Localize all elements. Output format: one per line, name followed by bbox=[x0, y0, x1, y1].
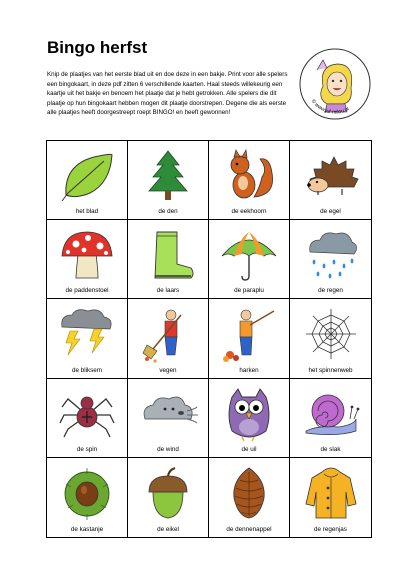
page-title: Bingo herfst bbox=[47, 38, 148, 57]
card-label: de regenjas bbox=[314, 525, 347, 533]
sweeping-icon bbox=[135, 305, 201, 363]
boot-icon bbox=[135, 226, 201, 284]
card-label: de slak bbox=[320, 445, 341, 453]
card-label: de spin bbox=[76, 445, 98, 453]
card-boot bbox=[128, 220, 209, 299]
owl-icon bbox=[216, 385, 282, 443]
card-label: de paraplu bbox=[234, 287, 264, 295]
card-rain bbox=[290, 220, 371, 299]
card-acorn bbox=[128, 458, 209, 537]
card-wind bbox=[128, 379, 209, 458]
card-label: de egel bbox=[320, 208, 341, 216]
mushroom-icon bbox=[54, 226, 120, 284]
card-label: de laars bbox=[156, 287, 180, 295]
card-squirrel bbox=[209, 141, 290, 220]
lightning-icon bbox=[54, 305, 120, 363]
card-label: de eekhoorn bbox=[231, 208, 267, 216]
card-leaf bbox=[47, 141, 128, 220]
spider-icon bbox=[54, 385, 120, 443]
juf-milou-logo bbox=[297, 46, 373, 122]
card-label: de regen bbox=[318, 287, 343, 295]
squirrel-icon bbox=[216, 147, 282, 205]
pinecone-icon bbox=[216, 464, 282, 522]
card-chestnut bbox=[47, 458, 128, 537]
card-lightning bbox=[47, 299, 128, 378]
rain-cloud-icon bbox=[298, 226, 364, 284]
card-owl bbox=[209, 379, 290, 458]
card-snail bbox=[290, 379, 371, 458]
logo-icon bbox=[297, 46, 373, 122]
card-pinecone bbox=[209, 458, 290, 537]
card-umbrella bbox=[209, 220, 290, 299]
card-sweeping bbox=[128, 299, 209, 378]
logo-text: © www.juf-milou.nl bbox=[309, 98, 351, 116]
raking-icon bbox=[216, 305, 282, 363]
card-raking bbox=[209, 299, 290, 378]
card-label: het blad bbox=[75, 208, 99, 216]
bingo-grid bbox=[46, 140, 372, 538]
card-label: vegen bbox=[159, 366, 177, 374]
card-label: de eikel bbox=[157, 525, 179, 533]
instructions-text: Knip de plaatjes van het eerste blad uit en doe deze in een bakje. Print voor alle spelers een bingokaart, in deze pdf zitten 6 verschillende kaarten. Haal steeds willekeurig een kaartje uit het bakje en benoem het plaatje dat je hebt getrokken. Alle spelers die dit plaatje op hun bingokaart hebben mogen dit plaatje doorstrepen. Degene die als eerste alle plaatjes heeft doorgestreept roept BINGO! en heeft gewonnen! bbox=[47, 71, 288, 117]
card-pine-tree bbox=[128, 141, 209, 220]
card-hedgehog bbox=[290, 141, 371, 220]
card-label: de paddenstoel bbox=[65, 287, 109, 295]
snail-icon bbox=[298, 385, 364, 443]
leaf-icon bbox=[54, 147, 120, 205]
card-label: de wind bbox=[157, 445, 179, 453]
wind-icon bbox=[135, 385, 201, 443]
card-label: de dennenappel bbox=[226, 525, 272, 533]
pine-tree-icon bbox=[135, 147, 201, 205]
spiderweb-icon bbox=[298, 305, 364, 363]
card-mushroom bbox=[47, 220, 128, 299]
umbrella-icon bbox=[216, 226, 282, 284]
card-raincoat bbox=[290, 458, 371, 537]
card-label: de kastanje bbox=[70, 525, 104, 533]
card-label: de uil bbox=[241, 445, 257, 453]
acorn-icon bbox=[135, 464, 201, 522]
card-label: de den bbox=[158, 208, 178, 216]
card-spider bbox=[47, 379, 128, 458]
chestnut-icon bbox=[54, 464, 120, 522]
card-label: harken bbox=[239, 366, 259, 374]
hedgehog-icon bbox=[298, 147, 364, 205]
card-label: de bliksem bbox=[71, 366, 103, 374]
card-label: het spinnenweb bbox=[308, 366, 353, 374]
card-spiderweb bbox=[290, 299, 371, 378]
raincoat-icon bbox=[298, 464, 364, 522]
